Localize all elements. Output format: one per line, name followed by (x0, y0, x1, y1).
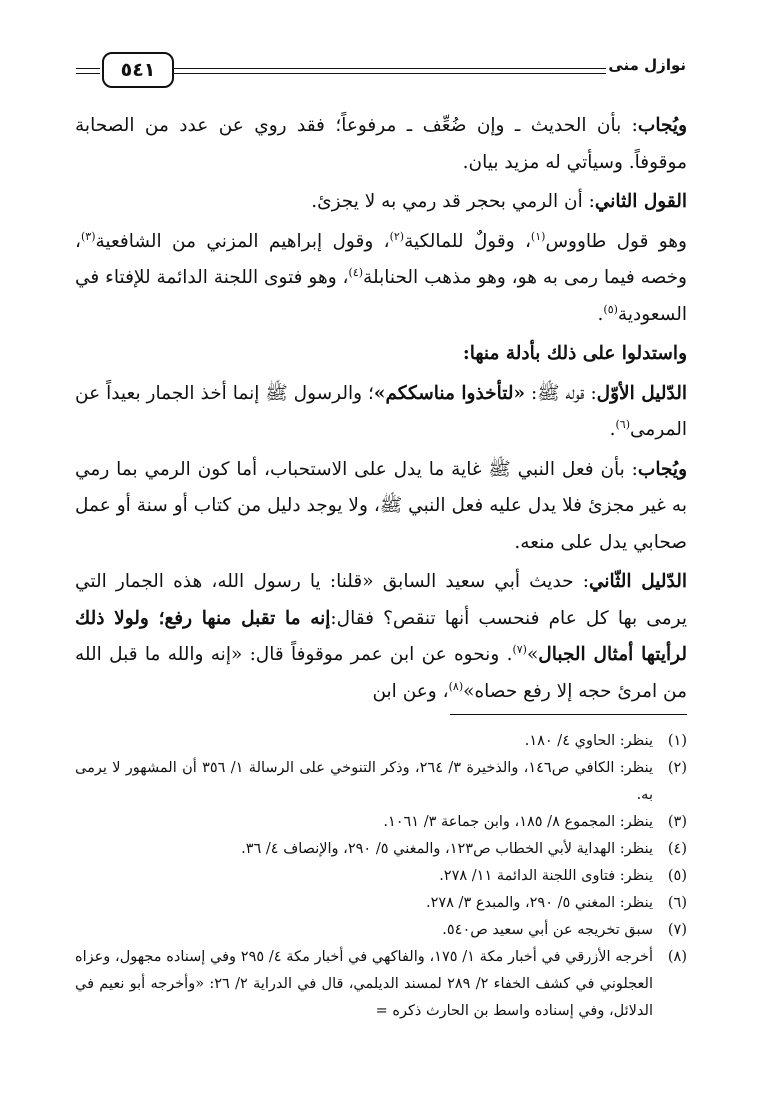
footnote (75, 809, 687, 836)
answer-lead: ويُجاب (637, 458, 687, 480)
running-title: نوازل منى (608, 56, 686, 74)
footnotes (75, 728, 687, 1025)
footnote (75, 728, 687, 755)
evidence-lead: الدّليل الأوّل (596, 382, 687, 404)
footnote (75, 863, 687, 890)
answer-lead: ويُجاب (637, 115, 687, 136)
page-number: ٥٤١ (102, 52, 174, 88)
footnote-ref: (٢) (389, 229, 405, 243)
paragraph-text: ، وخصه فيما رمى به هو، وهو مذهب الحنابلة (75, 230, 687, 288)
paragraph-first-evidence (75, 376, 687, 449)
paragraph-answer-2 (75, 452, 687, 562)
footnote (75, 836, 687, 863)
footnote-ref: (٣) (80, 229, 96, 243)
paragraph-second-opinion (75, 184, 687, 221)
paragraph-text: ؛ والرسول ﷺ إنما أخذ الجمار بعيداً عن المرمى (75, 382, 687, 440)
footnote-ref: (٨) (448, 679, 464, 693)
footnote-number: (٣) (667, 814, 687, 830)
paragraph-text: : أن الرمي بحجر قد رمي به لا يجزئ. (311, 191, 595, 212)
footnote-number: (١) (667, 733, 687, 749)
footnote-number: (٨) (667, 949, 687, 965)
main-text (75, 108, 687, 710)
footnote-text: ينظر: الهداية لأبي الخطاب ص١٢٣، والمغني ٥/ ٢٩٠، والإنصاف ٤/ ٣٦. (241, 841, 653, 857)
paragraph-text: : قوله ﷺ: (525, 382, 597, 404)
paragraph-evidence-heading (75, 336, 687, 373)
footnote-text: ينظر: الكافي ص١٤٦، والذخيرة ٣/ ٢٦٤، وذكر التنوخي على الرسالة ١/ ٣٥٦ أن المشهور لا يرمى به. (75, 760, 653, 803)
footnote-divider (450, 714, 687, 715)
footnote (75, 755, 687, 809)
footnote-number: (٥) (667, 868, 687, 884)
footnote (75, 944, 687, 1025)
footnote-text: سبق تخريجه عن أبي سعيد ص٥٤٠. (442, 922, 653, 938)
paragraph-text: : بأن الحديث ـ وإن ضُعِّف ـ مرفوعاً؛ فقد روي عن عدد من الصحابة موقوفاً. وسيأتي له مزيد بيان. (75, 115, 687, 173)
footnote-text: ينظر: الحاوي ٤/ ١٨٠. (524, 733, 653, 749)
footnote-number: (٢) (667, 760, 687, 776)
hadith-quote: إنه ما تقبل منها رفع؛ ولولا ذلك لرأيتها أمثال الجبال (75, 607, 687, 665)
footnote (75, 917, 687, 944)
footnote-ref: (٥) (603, 302, 618, 316)
header-rule-short (76, 68, 100, 74)
paragraph-text: . ونحوه عن ابن عمر موقوفاً قال: «إنه والله ما قبل الله من امرئ حجه إلا رفع حصاه» (75, 644, 687, 702)
footnote-number: (٦) (667, 895, 687, 911)
footnote (75, 890, 687, 917)
page-header (76, 46, 686, 86)
evidence-lead: الدّليل الثّاني (588, 571, 687, 592)
paragraph-second-evidence (75, 564, 687, 710)
paragraph-text: ، وعن ابن (372, 680, 449, 702)
paragraph-scholars (75, 224, 687, 334)
paragraph-answer-1 (75, 108, 687, 181)
footnote-text: أخرجه الأزرقي في أخبار مكة ١/ ١٧٥، والفاكهي في أخبار مكة ٤/ ٢٩٥ وفي إسناده مجهول، وعزاه العجلوني في كشف الخفاء ٢/ ٢٨٩ لمسند الديلمي، قال في الدراية ٢/ ٢٦: «وأخرجه أبو نعيم في الدلائل، وفي إسناده واسط بن الحارث ذكره = (75, 949, 654, 1019)
paragraph-text: ، وقول إبراهيم المزني من الشافعية (95, 230, 390, 252)
header-rule (172, 68, 606, 74)
paragraph-text: وهو قول طاووس (545, 230, 687, 252)
paragraph-text: . (609, 419, 616, 440)
footnote-ref: (٤) (348, 265, 364, 279)
hadith-quote: «لتأخذوا مناسككم» (373, 382, 526, 404)
paragraph-text: : حديث أبي سعيد السابق «قلنا: يا رسول الله، هذه الجمار التي يرمى بها كل عام فنحسب أنها تنقص؟ فقال: (75, 571, 687, 629)
footnote-text: ينظر: المغني ٥/ ٢٩٠، والمبدع ٣/ ٢٧٨. (425, 895, 653, 911)
footnote-text: ينظر: المجموع ٨/ ١٨٥، وابن جماعة ٣/ ١٠٦١. (383, 814, 653, 830)
footnote-number: (٤) (667, 841, 687, 857)
paragraph-text: ، وقولٌ للمالكية (404, 230, 531, 252)
paragraph-text: ، وهو فتوى اللجنة الدائمة للإفتاء في السعودية (75, 267, 687, 325)
paragraph-text: . (597, 303, 604, 325)
footnote-ref: (٦) (615, 417, 630, 431)
footnote-text: ينظر: فتاوى اللجنة الدائمة ١١/ ٢٧٨. (439, 868, 653, 884)
footnote-ref: (٧) (512, 642, 527, 656)
footnote-ref: (١) (530, 229, 546, 243)
paragraph-text: : بأن فعل النبي ﷺ غاية ما يدل على الاستحباب، أما كون الرمي بما رمي به غير مجزئ فلا يدل عليه فعل النبي ﷺ، ولا يوجد دليل من كتاب أو سنة أو عمل صحابي يدل على منعه. (75, 458, 687, 553)
paragraph-text: » (526, 644, 539, 665)
opinion-heading: القول الثاني (594, 191, 687, 212)
evidence-heading: واستدلوا على ذلك بأدلة منها: (462, 343, 687, 364)
footnote-number: (٧) (667, 922, 687, 938)
